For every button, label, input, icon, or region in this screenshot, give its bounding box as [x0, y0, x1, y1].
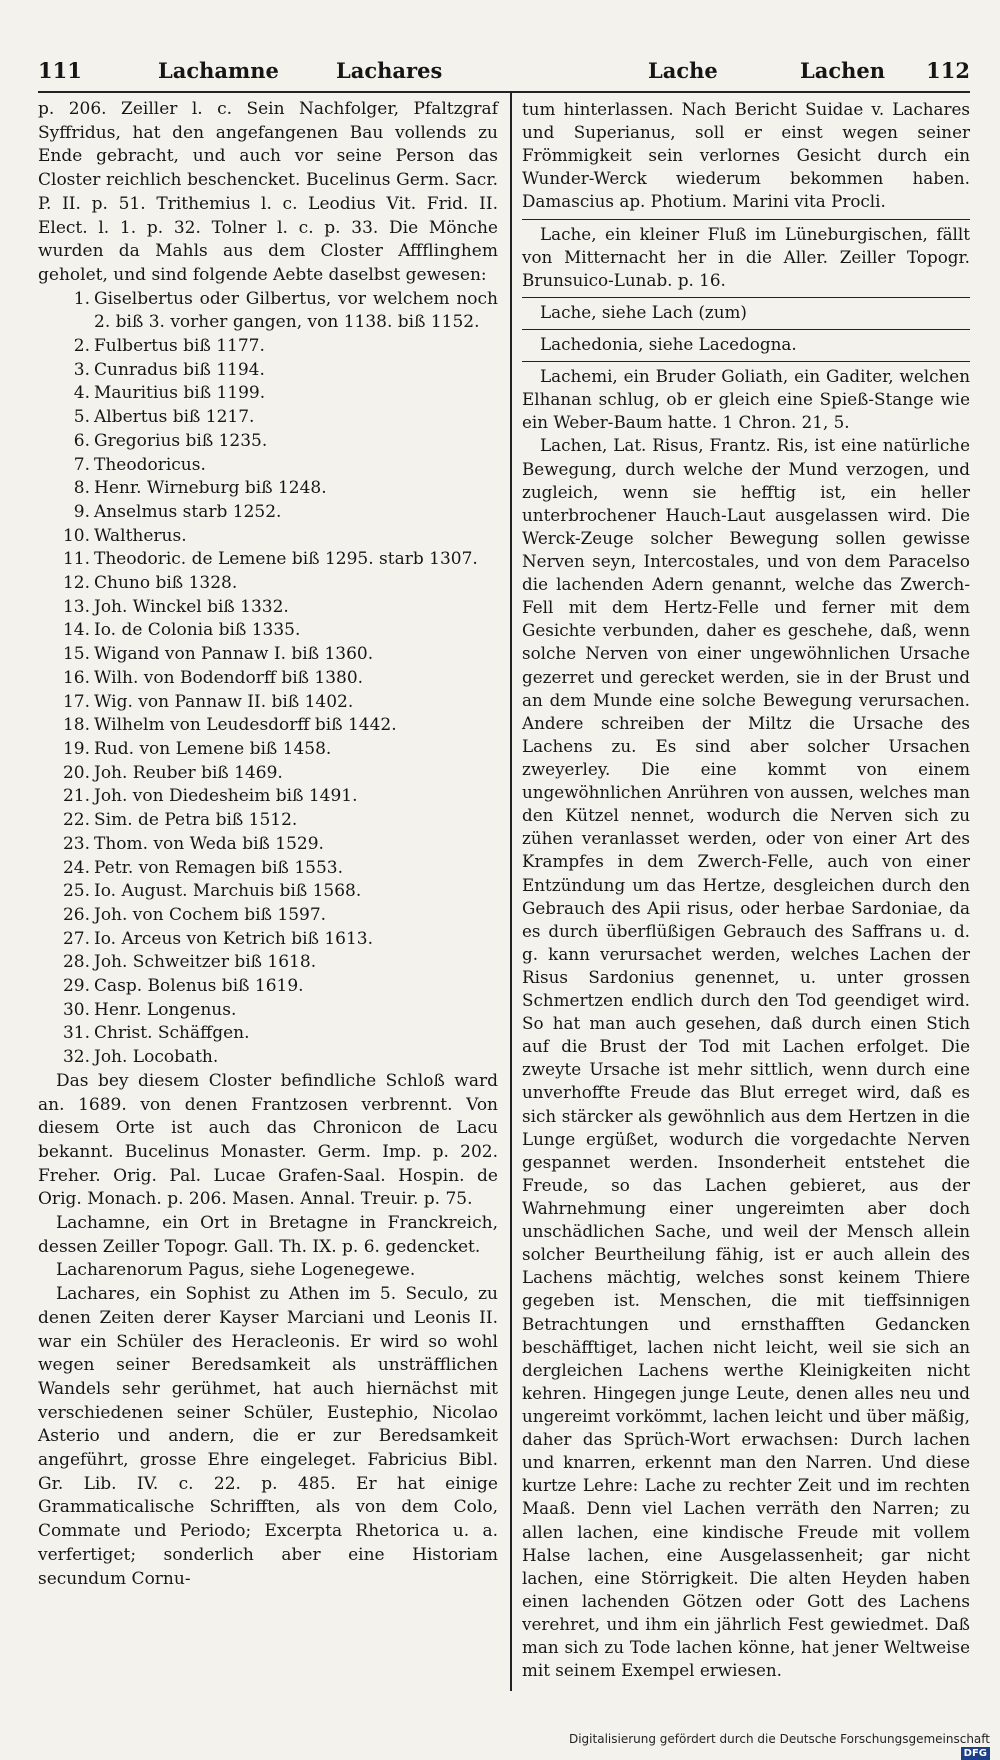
- list-text: Rud. von Lemene biß 1458.: [94, 738, 332, 759]
- right-column: [522, 98, 970, 1682]
- abbot-list-item: [38, 454, 498, 478]
- list-text: Theodoric. de Lemene biß 1295. starb 1307.: [94, 549, 478, 570]
- list-number: 17.: [62, 691, 90, 712]
- abbot-list-item: [38, 525, 498, 549]
- list-number: 30.: [62, 999, 90, 1020]
- abbot-list-item: [38, 359, 498, 383]
- list-text: Giselbertus oder Gilbertus, vor welchem noch 2. biß 3. vorher gangen, von 1138. biß 1152.: [94, 288, 498, 333]
- abbot-list-item: [38, 999, 498, 1023]
- abbot-list-item: [38, 809, 498, 833]
- list-text: Gregorius biß 1235.: [94, 430, 268, 451]
- list-number: 32.: [62, 1047, 90, 1068]
- entry-lachares: Lachares, ein Sophist zu Athen im 5. Seculo, zu denen Zeiten derer Kayser Marciani und Leonis II. war ein Schüler des Heracleonis. Er wird so wohl wegen seiner Beredsamkeit als unsträfflichen Wandels sehr gerühmet, hat auch hiernächst mit verschiedenen seiner Schüler, Eustephio, Nicolao Asterio und andern, die er zur Beredsamkeit angeführt, grosse Ehre eingeleget. Fabricius Bibl. Gr. Lib. IV. c. 22. p. 485. Er hat einige Grammaticalische Schrifften, als von dem Colo, Commate und Periodo; Excerpta Rhetorica u. a. verfertiget; sonderlich aber eine Historiam secundum Cornu-: [38, 1284, 498, 1589]
- list-text: Casp. Bolenus biß 1619.: [94, 976, 304, 997]
- list-text: Joh. Winckel biß 1332.: [94, 596, 289, 617]
- abbot-list-item: [38, 643, 498, 667]
- entry-rule: [522, 297, 970, 298]
- list-number: 8.: [73, 478, 90, 499]
- abbot-list-item: [38, 975, 498, 999]
- list-number: 12.: [62, 573, 90, 594]
- list-text: Chuno biß 1328.: [94, 573, 238, 594]
- list-number: 5.: [73, 407, 90, 428]
- abbot-list-item: [38, 406, 498, 430]
- abbot-list-item: [38, 1046, 498, 1070]
- list-number: 31.: [62, 1023, 90, 1044]
- list-number: 4.: [73, 383, 90, 404]
- list-number: 23.: [62, 833, 90, 854]
- entry-lachedonia: Lachedonia, siehe Lacedogna.: [540, 333, 797, 354]
- list-number: 2.: [73, 336, 90, 357]
- list-text: Mauritius biß 1199.: [94, 383, 266, 404]
- entry-lachamne: Lachamne, ein Ort in Bretagne in Franckreich, dessen Zeiller Topogr. Gall. Th. IX. p. 6. gedencket.: [38, 1213, 498, 1257]
- running-head-left-2: Lachares: [336, 58, 443, 83]
- list-number: 26.: [62, 904, 90, 925]
- page-header: [38, 52, 970, 86]
- entry-lacharenorum: Lacharenorum Pagus, siehe Logenegewe.: [56, 1260, 416, 1281]
- list-text: Wilhelm von Leudesdorff biß 1442.: [94, 715, 397, 736]
- list-text: Io. Arceus von Ketrich biß 1613.: [94, 928, 374, 949]
- running-head-right-1: Lache: [648, 58, 718, 83]
- abbot-list-item: [38, 572, 498, 596]
- list-text: Wigand von Pannaw I. biß 1360.: [94, 644, 374, 665]
- abbot-list-item: [38, 501, 498, 525]
- abbot-list-item: [38, 904, 498, 928]
- entry-lache-ref: Lache, siehe Lach (zum): [540, 301, 747, 322]
- list-text: Petr. von Remagen biß 1553.: [94, 857, 343, 878]
- list-number: 3.: [73, 359, 90, 380]
- list-text: Wig. von Pannaw II. biß 1402.: [94, 691, 354, 712]
- list-number: 7.: [73, 454, 90, 475]
- list-number: 21.: [62, 786, 90, 807]
- list-text: Joh. von Cochem biß 1597.: [94, 904, 327, 925]
- list-text: Io. de Colonia biß 1335.: [94, 620, 301, 641]
- abbot-list-item: [38, 785, 498, 809]
- abbot-list-item: [38, 928, 498, 952]
- entry-paragraph: Das bey diesem Closter befindliche Schloß ward an. 1689. von denen Frantzosen verbrennt. Von diesem Orte ist auch das Chronicon de Lacu bekannt. Bucelinus Monaster. Germ. Imp. p. 202. Freher. Orig. Pal. Lucae Grafen-Saal. Hospin. de Orig. Monach. p. 206. Masen. Annal. Treuir. p. 75.: [38, 1070, 498, 1210]
- list-number: 24.: [62, 857, 90, 878]
- abbot-list-item: [38, 714, 498, 738]
- abbot-list-item: [38, 335, 498, 359]
- entry-rule: [522, 329, 970, 330]
- running-head-left-1: Lachamne: [158, 58, 279, 83]
- list-text: Christ. Schäffgen.: [94, 1023, 250, 1044]
- abbot-list-item: [38, 548, 498, 572]
- page-number-left: 111: [38, 58, 82, 83]
- abbot-list-item: [38, 596, 498, 620]
- list-text: Cunradus biß 1194.: [94, 359, 265, 380]
- list-text: Thom. von Weda biß 1529.: [94, 833, 324, 854]
- column-divider: [510, 91, 512, 1691]
- abbot-list-item: [38, 762, 498, 786]
- abbot-list-item: [38, 1022, 498, 1046]
- footer-text: Digitalisierung gefördert durch die Deutsche Forschungsgemeinschaft: [568, 1732, 990, 1746]
- entry-continuation: p. 206. Zeiller l. c. Sein Nachfolger, Pfaltzgraf Syffridus, hat den angefangenen Bau vollends zu Ende gebracht, und auch vor seine Person das Closter reichlich beschencket. Bucelinus Germ. Sacr. P. II. p. 51. Trithemius l. c. Leodius Vit. Frid. II. Elect. l. 1. p. 32. Tolner l. c. p. 33. Die Mönche wurden da Mahls aus dem Closter Affflinghem geholet, und sind folgende Aebte daselbst gewesen:: [38, 99, 498, 285]
- dfg-logo: DFG: [961, 1747, 990, 1760]
- list-number: 9.: [73, 501, 90, 522]
- entry-rule: [522, 361, 970, 362]
- abbot-list-item: [38, 880, 498, 904]
- list-number: 16.: [62, 667, 90, 688]
- entry-rule: [522, 219, 970, 220]
- abbot-list-item: [38, 382, 498, 406]
- abbot-list-item: [38, 738, 498, 762]
- list-text: Wilh. von Bodendorff biß 1380.: [94, 667, 364, 688]
- list-number: 22.: [62, 810, 90, 831]
- list-text: Anselmus starb 1252.: [94, 501, 282, 522]
- abbot-list-item: [38, 857, 498, 881]
- list-text: Theodoricus.: [94, 454, 206, 475]
- entry-lachemi: Lachemi, ein Bruder Goliath, ein Gaditer, welchen Elhanan schlug, ob er gleich eine Spieß-Stange wie ein Weber-Baum hatte. 1 Chron. 21, 5.: [522, 366, 970, 433]
- list-text: Albertus biß 1217.: [94, 407, 255, 428]
- entry-continuation-right: tum hinterlassen. Nach Bericht Suidae v. Lachares und Superianus, soll er einst wegen seiner Frömmigkeit sein verlornes Gesicht durch ein Wunder-Werck wiederum bekommen haben. Damascius ap. Photium. Marini vita Procli.: [522, 99, 970, 212]
- list-number: 1.: [73, 288, 90, 309]
- list-text: Henr. Longenus.: [94, 999, 237, 1020]
- list-number: 18.: [62, 715, 90, 736]
- list-number: 28.: [62, 952, 90, 973]
- list-number: 11.: [62, 549, 90, 570]
- abbot-list-item: [38, 477, 498, 501]
- list-number: 14.: [62, 620, 90, 641]
- entry-lache: Lache, ein kleiner Fluß im Lüneburgischen, fällt von Mitternacht her in die Aller. Zeiller Topogr. Brunsuico-Lunab. p. 16.: [522, 223, 970, 290]
- running-head-right-2: Lachen: [800, 58, 886, 83]
- abbot-list-item: [38, 430, 498, 454]
- digitization-footer: [560, 1732, 990, 1759]
- abbot-list-item: [38, 691, 498, 715]
- list-number: 29.: [62, 976, 90, 997]
- header-rule: [38, 91, 970, 93]
- entry-lachen: Lachen, Lat. Risus, Frantz. Ris, ist eine natürliche Bewegung, durch welche der Mund verzogen, und zugleich, wenn sie hefftig ist, ein heller unterbrochener Hauch-Laut ausgelassen wird. Die Werck-Zeuge solcher Bewegung sollen gewisse Nerven seyn, Intercostales, und von dem Paracelso die lachenden Adern genannt, welche das Zwerch-Fell mit dem Hertz-Felle und ferner mit dem Gesichte verbunden, daher es geschehe, daß, wenn solche Nerven von einer ungewöhnlichen Ursache gezerret und gerecket werden, sie in der Brust und an dem Munde eine solche Bewegung verursachen. Andere schreiben der Miltz die Ursache des Lachens zu. Es sind aber solcher Ursachen zweyerley. Die eine kommt von einem ungewöhnlichen Anrühren von aussen, welches man den Kützel nennet, wodurch die Nerven sich zu zühen veranlasset werden, oder von einer Art des Krampfes in dem Zwerch-Felle, auch von einer Entzündung um das Hertze, desgleichen durch den Gebrauch des Apii risus, oder herbae Sardoniae, da es durch überflüßigen Gebrauch des Saffrans u. d. g. kann verursachet werden, welches Lachen der Risus Sardonius genennet, u. unter grossen Schmertzen endlich durch den Tod geendiget wird. So hat man auch gesehen, daß durch einen Stich auf die Brust der Tod mit Lachen erfolget. Die zweyte Ursache ist mehr sittlich, wenn durch eine unverhoffte Freude das Blut erreget wird, daß es sich stärcker als gewöhnlich aus dem Hertzen in die Lunge ergüßet, wodurch die vorgedachte Nerven gespannet werden. Insonderheit entstehet die Freude, so das Lachen gebieret, aus der Wahrnehmung einer ungereimten aber doch unschädlichen Sache, und weil der Mensch allein solcher Beurtheilung fähig, ist er auch allein des Lachens mächtig, welches sonst keinem Thiere gegeben ist. Menschen, die mit tieffsinnigen Betrachtungen und ernsthafften Gedancken beschäfftiget, lachen nicht leicht, weil sie sich an dergleichen Lachens werthe Kleinigkeiten nicht kehren. Hingegen junge Leute, denen alles neu und ungereimt vorkömmt, lachen leicht und über mäßig, daher das Sprüch-Wort erwachsen: Durch lachen und knarren, erkennt man den Narren. Und diese kurtze Lehre: Lache zu rechter Zeit und im rechten Maaß. Denn viel Lachen verräth den Narren; zu allen lachen, eine kindische Freude mit vollem Halse lachen, eine Ausgelassenheit; gar nicht lachen, eine Störrigkeit. Die alten Heyden haben einen lachenden Götzen oder Gott des Lachens verehret, und ihm ein jährlich Fest gewiedmet. Daß man sich zu Tode lachen könne, hat jener Weltweise mit seinem Exempel erwiesen.: [522, 435, 970, 1681]
- list-text: Fulbertus biß 1177.: [94, 336, 265, 357]
- list-number: 6.: [73, 430, 90, 451]
- list-text: Joh. Reuber biß 1469.: [94, 762, 283, 783]
- abbot-list-item: [38, 667, 498, 691]
- list-number: 25.: [62, 881, 90, 902]
- abbot-list-item: [38, 951, 498, 975]
- list-number: 27.: [62, 928, 90, 949]
- list-text: Sim. de Petra biß 1512.: [94, 810, 298, 831]
- abbot-list-item: [38, 288, 498, 335]
- list-text: Joh. Schweitzer biß 1618.: [94, 952, 317, 973]
- page-number-right: 112: [926, 58, 970, 83]
- abbot-list-item: [38, 833, 498, 857]
- list-number: 20.: [62, 762, 90, 783]
- list-number: 10.: [62, 525, 90, 546]
- list-number: 15.: [62, 644, 90, 665]
- list-text: Waltherus.: [94, 525, 187, 546]
- list-number: 13.: [62, 596, 90, 617]
- list-text: Henr. Wirneburg biß 1248.: [94, 478, 327, 499]
- abbot-list: [38, 288, 498, 1070]
- abbot-list-item: [38, 619, 498, 643]
- list-text: Joh. Locobath.: [94, 1047, 219, 1068]
- list-number: 19.: [62, 738, 90, 759]
- left-column: [38, 98, 498, 1591]
- list-text: Io. August. Marchuis biß 1568.: [94, 881, 362, 902]
- list-text: Joh. von Diedesheim biß 1491.: [94, 786, 358, 807]
